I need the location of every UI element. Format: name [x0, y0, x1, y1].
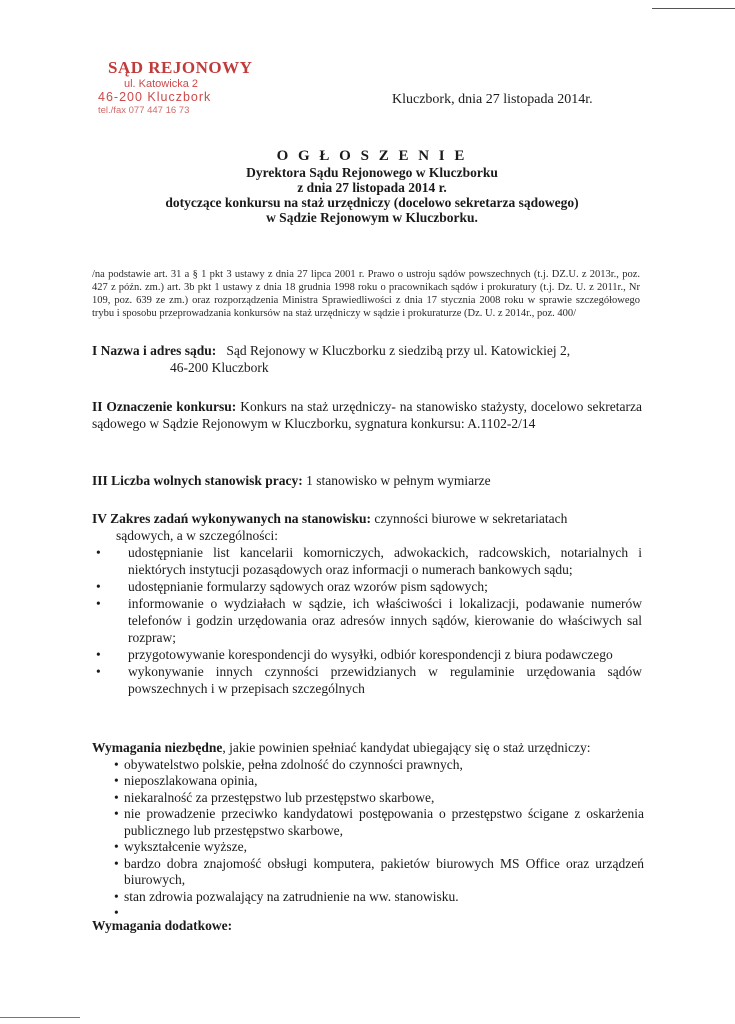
duties-list — [92, 544, 642, 697]
list-item: • nie prowadzenie przeciwko kandydatowi postępowania o przestępstwo ścigane z oskarżenia publicznego lub przestępstwo skarbowe, — [114, 806, 644, 838]
bullet-icon: • — [96, 664, 101, 679]
list-item: • przygotowywanie korespondencji do wysyłki, odbiór korespondencji z biura podawczego — [96, 647, 613, 662]
list-item: • udostępnianie list kancelarii komorniczych, adwokackich, radcowskich, notarialnych i niektórych instytucji pozasądowych oraz informacji o numerach bankowych sądu; — [96, 545, 642, 577]
section-competition-id — [92, 398, 642, 432]
bullet-icon: • — [96, 545, 101, 560]
requirements-heading — [92, 740, 644, 757]
list-item: • niekaralność za przestępstwo lub przestępstwo skarbowe, — [114, 789, 435, 805]
bullet-icon: • — [96, 579, 101, 594]
bullet-icon: • — [114, 839, 119, 854]
list-item: • wykształcenie wyższe, — [114, 839, 247, 854]
scan-edge-line-bottom — [0, 1017, 80, 1018]
section-vacancies — [92, 472, 642, 489]
list-item: • bardzo dobra znajomość obsługi komputera, pakietów biurowych MS Office oraz urządzeń biurowych, — [114, 855, 644, 887]
section-4-label: IV Zakres zadań wykonywanych na stanowisku: — [92, 511, 371, 526]
bullet-icon: • — [114, 806, 119, 821]
title-line-3: dotyczące konkursu na staż urzędniczy (docelowo sekretarza sądowego) — [165, 195, 579, 210]
list-item: • nieposzlakowana opinia, — [114, 773, 258, 788]
bullet-icon: • — [114, 888, 119, 904]
bullet-icon: • — [96, 647, 101, 662]
bullet-icon: • — [114, 855, 119, 871]
title-line-1: Dyrektora Sądu Rejonowego w Kluczborku — [246, 165, 498, 180]
list-item: • obywatelstwo polskie, pełna zdolność do czynności prawnych, — [114, 756, 463, 772]
section-1-text: Sąd Rejonowy w Kluczborku z siedzibą przy ul. Katowickiej 2, — [226, 343, 571, 358]
section-1-text-2: 46-200 Kluczbork — [170, 360, 269, 375]
section-4-text-2: sądowych, a w szczególności: — [116, 528, 278, 543]
scan-edge-line-top — [652, 8, 735, 9]
list-item: • wykonywanie innych czynności przewidzianych w regulaminie urzędowania sądów powszechnych i w przepisach szczególnych — [96, 664, 642, 696]
bullet-icon: • — [96, 596, 101, 611]
stamp-city: 46-200 Kluczbork — [98, 90, 212, 104]
bullet-icon: • — [114, 905, 119, 920]
section-2-text: Konkurs na staż urzędniczy- na stanowisko stażysty, docelowo sekretarza sądowego w Sądzie Rejonowym w Kluczborku, sygnatura konkursu: A.1102-2/14 — [92, 399, 642, 431]
announcement-title — [92, 148, 652, 225]
requirements-label: Wymagania niezbędne — [92, 740, 223, 755]
title-main: O G Ł O S Z E N I E — [276, 148, 468, 164]
legal-basis: /na podstawie art. 31 a § 1 pkt 3 ustawy z dnia 27 lipca 2001 r. Prawo o ustroju sądów powszechnych (t.j. DZ.U. z 2013r., poz. 427 z późn. zm.) art. 3b pkt 1 ustawy z dnia 18 grudnia 1998 roku o pracownikach sądów i prokuratury (t.j. Dz. U. z 2011r., Nr 109, poz. 639 ze zm.) oraz rozporządzenia Ministra Sprawiedliwości z dnia 17 stycznia 2008 roku w sprawie szczegółowego trybu i sposobu przeprowadzania konkursów na staż urzędniczy w sądzie i prokuraturze (Dz. U. z 2014r., poz. 400/ — [92, 269, 640, 319]
list-item: • stan zdrowia pozwalający na zatrudnienie na ww. stanowisku. — [114, 888, 459, 904]
section-4-text: czynności biurowe w sekretariatach — [374, 511, 568, 526]
additional-requirements-label: Wymagania dodatkowe: — [92, 918, 233, 933]
section-duties — [92, 510, 642, 697]
section-court-name — [92, 342, 642, 376]
stamp-street: ul. Katowicka 2 — [124, 78, 198, 90]
bullet-icon: • — [114, 789, 119, 805]
place-date: Kluczbork, dnia 27 listopada 2014r. — [392, 92, 593, 107]
bullet-icon: • — [114, 756, 119, 772]
section-1-label: I Nazwa i adres sądu: — [92, 343, 217, 358]
court-stamp — [84, 58, 284, 117]
section-3-text: 1 stanowisko w pełnym wymiarze — [306, 473, 491, 488]
requirements-list — [92, 756, 644, 920]
section-2-label: II Oznaczenie konkursu: — [92, 399, 237, 414]
title-line-2: z dnia 27 listopada 2014 r. — [297, 180, 447, 195]
section-3-label: III Liczba wolnych stanowisk pracy: — [92, 473, 303, 488]
title-line-4: w Sądzie Rejonowym w Kluczborku. — [266, 210, 478, 225]
section-requirements — [92, 740, 644, 920]
list-item: • informowanie o wydziałach w sądzie, ich właściwości i lokalizacji, podawanie numerów telefonów i godzin urzędowania oraz adresów innych sądów, kierowanie do właściwych sal rozpraw; — [96, 596, 642, 645]
bullet-icon: • — [114, 773, 119, 788]
stamp-title: SĄD REJONOWY — [108, 58, 253, 77]
requirements-intro: , jakie powinien spełniać kandydat ubiegający się o staż urzędniczy: — [222, 740, 591, 755]
list-item: • udostępnianie formularzy sądowych oraz wzorów pism sądowych; — [96, 579, 488, 594]
stamp-phone: tel./fax 077 447 16 73 — [98, 105, 190, 116]
